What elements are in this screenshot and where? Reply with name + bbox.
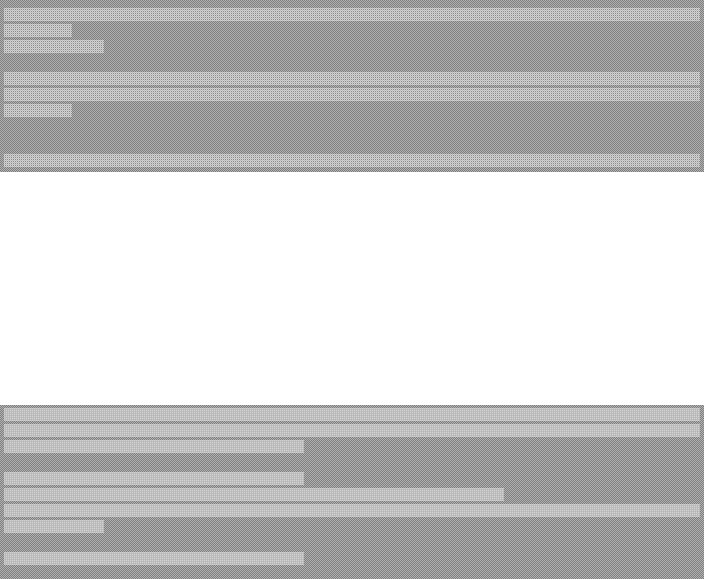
top-text-band <box>0 0 704 172</box>
bottom-text-line <box>4 440 304 453</box>
bottom-text-band <box>0 405 704 579</box>
top-text-line <box>4 88 700 101</box>
top-text-line <box>4 24 72 37</box>
top-text-line <box>4 154 700 167</box>
bottom-text-line <box>4 552 304 565</box>
top-text-line <box>4 72 700 85</box>
bottom-text-line <box>4 504 700 517</box>
bottom-text-line <box>4 520 104 533</box>
bottom-text-line <box>4 488 504 501</box>
bottom-text-line <box>4 472 304 485</box>
top-text-line <box>4 8 700 21</box>
blank-area <box>0 172 704 405</box>
bottom-text-line <box>4 424 700 437</box>
top-text-line <box>4 104 72 117</box>
bottom-text-line <box>4 408 700 421</box>
top-text-line <box>4 40 104 53</box>
